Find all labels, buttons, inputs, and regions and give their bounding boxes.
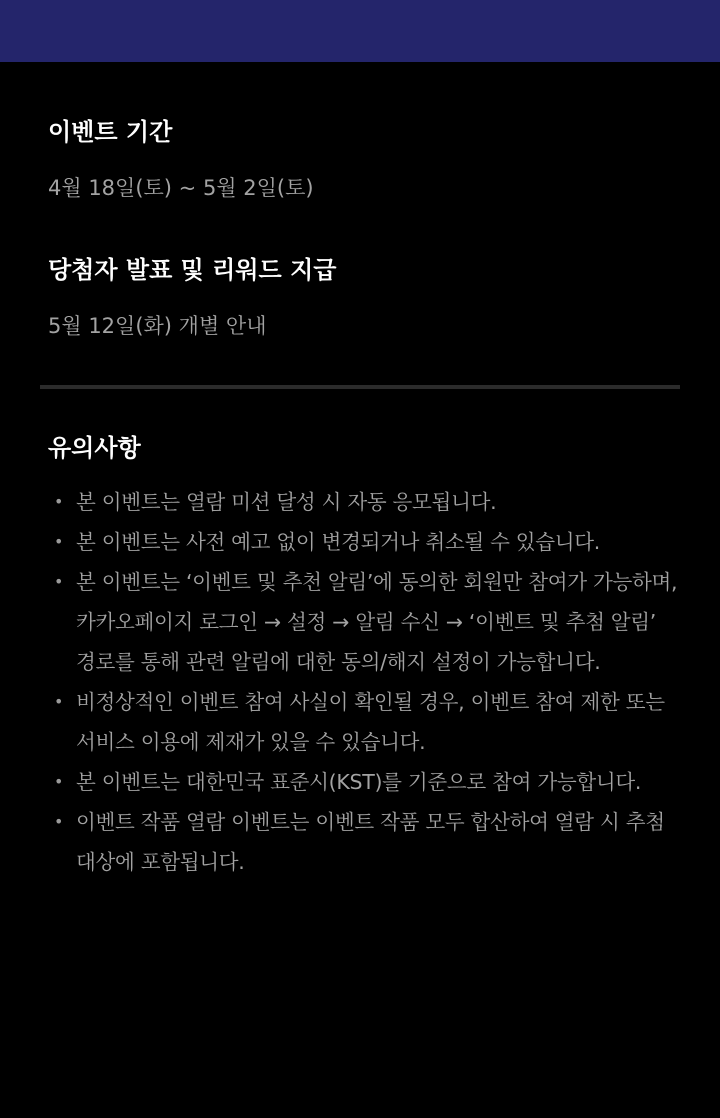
section-divider xyxy=(40,385,680,389)
bullet-icon: • xyxy=(54,692,64,711)
event-period-title: 이벤트 기간 xyxy=(48,118,173,146)
bullet-icon: • xyxy=(54,812,64,831)
list-item xyxy=(48,562,678,682)
winner-announcement-value: 5월 12일(화) 개별 안내 xyxy=(48,314,267,338)
bullet-icon: • xyxy=(54,532,64,551)
bullet-icon: • xyxy=(54,492,64,511)
note-text: 본 이벤트는 대한민국 표준시(KST)를 기준으로 참여 가능합니다. xyxy=(76,770,642,794)
note-text: 이벤트 작품 열람 이벤트는 이벤트 작품 모두 합산하여 열람 시 추첨 대상에 포함됩니다. xyxy=(76,810,665,874)
list-item xyxy=(48,762,678,802)
list-item xyxy=(48,522,678,562)
note-text: 본 이벤트는 ‘이벤트 및 추천 알림’에 동의한 회원만 참여가 가능하며, 카카오페이지 로그인 → 설정 → 알림 수신 → ‘이벤트 및 추첨 알림’ 경로를 통해 관련 알림에 대한 동의/해지 설정이 가능합니다. xyxy=(76,570,678,674)
winner-announcement-title: 당첨자 발표 및 리워드 지급 xyxy=(48,256,337,284)
bullet-icon: • xyxy=(54,772,64,791)
note-text: 본 이벤트는 열람 미션 달성 시 자동 응모됩니다. xyxy=(76,490,497,514)
note-text: 비정상적인 이벤트 참여 사실이 확인될 경우, 이벤트 참여 제한 또는 서비스 이용에 제재가 있을 수 있습니다. xyxy=(76,690,665,754)
list-item xyxy=(48,682,678,762)
notes-list xyxy=(48,482,678,882)
header-band xyxy=(0,0,720,62)
bullet-icon: • xyxy=(54,572,64,591)
notes-title: 유의사항 xyxy=(48,434,141,462)
note-text: 본 이벤트는 사전 예고 없이 변경되거나 취소될 수 있습니다. xyxy=(76,530,601,554)
list-item xyxy=(48,802,678,882)
event-period-value: 4월 18일(토) ~ 5월 2일(토) xyxy=(48,176,314,200)
list-item xyxy=(48,482,678,522)
